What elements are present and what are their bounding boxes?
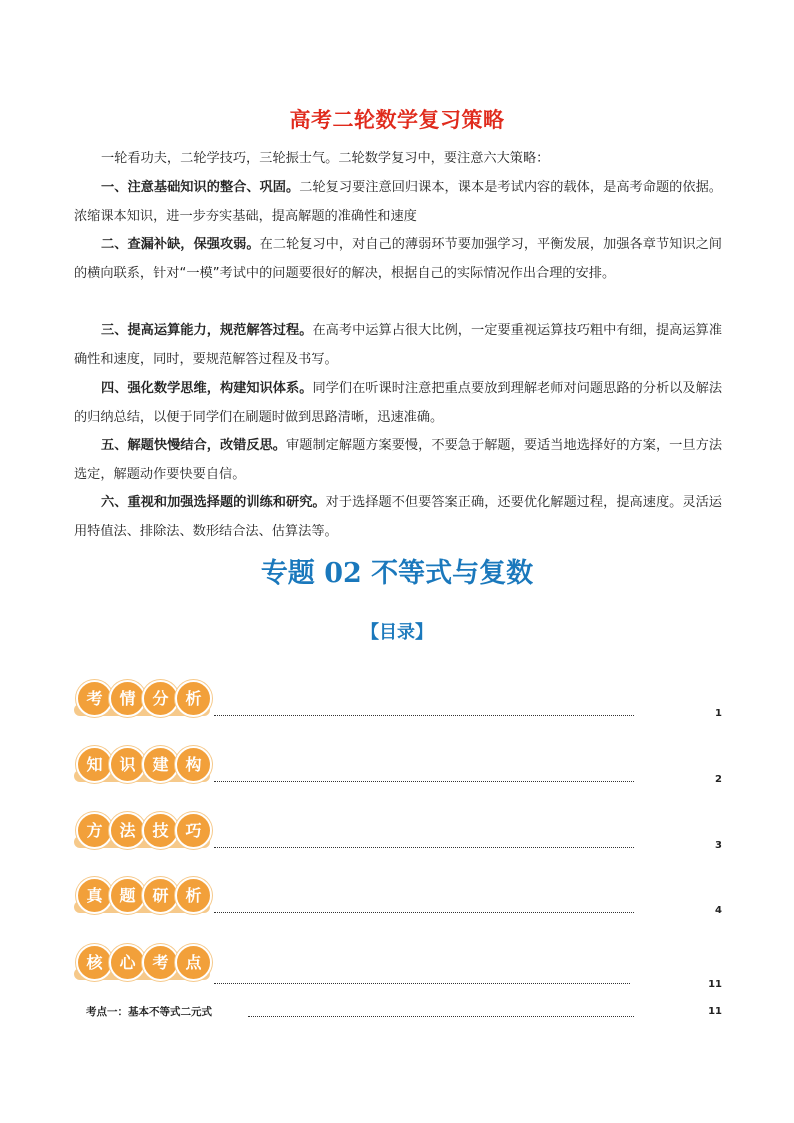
badge-char: 考 [142, 944, 179, 981]
badge-char: 知 [76, 746, 113, 783]
section-badge [72, 812, 212, 852]
dot-leader [214, 847, 634, 848]
strategy-text: 在高考中运算占很大比例，一定要重视运算技巧粗中有细，提高运算准确性和速度，同时，要规范解答过程及书写。 [74, 323, 723, 367]
intro-paragraph: 一轮看功夫，二轮学技巧，三轮振士气。二轮数学复习中，要注意六大策略： [101, 151, 550, 166]
badge-char: 法 [109, 812, 146, 849]
toc-heading: 【目录】 [361, 622, 433, 643]
strategy-paragraph [74, 489, 722, 546]
strategy-text: 二轮复习要注意回归课本，课本是考试内容的载体，是高考命题的依据。浓缩课本知识，进一步夯实基础，提高解题的准确性和速度 [74, 180, 722, 224]
badge-char: 考 [76, 680, 113, 717]
strategy-lead: 二、查漏补缺，保强攻弱。 [101, 237, 260, 252]
toc-entry[interactable] [72, 746, 722, 796]
dot-leader [214, 912, 634, 913]
toc-entry[interactable] [72, 680, 722, 730]
badge-char: 识 [109, 746, 146, 783]
toc-sub-entry[interactable] [72, 1004, 722, 1024]
page-number: 11 [708, 1006, 722, 1017]
toc-sub-label: 考点一：基本不等式二元式 [86, 1006, 212, 1018]
strategy-paragraph [74, 317, 722, 374]
section-badge [72, 944, 212, 984]
badge-char: 建 [142, 746, 179, 783]
page-number: 3 [715, 840, 722, 851]
section-badge [72, 680, 212, 720]
badge-char: 技 [142, 812, 179, 849]
strategy-text: 在二轮复习中，对自己的薄弱环节要加强学习，平衡发展，加强各章节知识之间的横向联系，针对“一模”考试中的问题要很好的解决，根据自己的实际情况作出合理的安排。 [74, 237, 722, 281]
strategy-paragraph [74, 432, 722, 489]
badge-char: 析 [175, 877, 212, 914]
page-number: 11 [708, 979, 722, 990]
badge-char: 情 [109, 680, 146, 717]
strategy-text: 审题制定解题方案要慢，不要急于解题，要适当地选择好的方案，一旦方法选定，解题动作要快要自信。 [74, 438, 723, 482]
page-title: 高考二轮数学复习策略 [289, 108, 505, 132]
page-number: 2 [715, 774, 722, 785]
topic-title: 专题 02 不等式与复数 [260, 558, 534, 589]
badge-char: 巧 [175, 812, 212, 849]
strategy-lead: 四、强化数学思维，构建知识体系。 [101, 381, 313, 396]
page-number: 4 [715, 905, 722, 916]
section-badge [72, 877, 212, 917]
strategy-text: 对于选择题不但要答案正确，还要优化解题过程，提高速度。灵活运用特值法、排除法、数形结合法、估算法等。 [74, 495, 722, 539]
strategy-text: 同学们在听课时注意把重点要放到理解老师对问题思路的分析以及解法的归纳总结，以便于同学们在刷题时做到思路清晰，迅速准确。 [74, 381, 723, 425]
badge-char: 点 [175, 944, 212, 981]
badge-char: 题 [109, 877, 146, 914]
strategy-paragraph [74, 375, 722, 432]
badge-char: 真 [76, 877, 113, 914]
badge-char: 构 [175, 746, 212, 783]
badge-char: 方 [76, 812, 113, 849]
page-number: 1 [715, 708, 722, 719]
toc-entry[interactable] [72, 877, 722, 927]
dot-leader [214, 983, 630, 984]
badge-char: 研 [142, 877, 179, 914]
strategy-lead: 三、提高运算能力，规范解答过程。 [101, 323, 313, 338]
strategy-paragraph [74, 231, 722, 288]
toc-entry[interactable] [72, 944, 722, 994]
toc-entry[interactable] [72, 812, 722, 862]
strategy-lead: 五、解题快慢结合，改错反思。 [101, 438, 287, 453]
badge-char: 核 [76, 944, 113, 981]
strategy-paragraph [74, 174, 722, 231]
strategy-lead: 一、注意基础知识的整合、巩固。 [101, 180, 300, 195]
strategy-lead: 六、重视和加强选择题的训练和研究。 [101, 495, 326, 510]
dot-leader [214, 781, 634, 782]
section-badge [72, 746, 212, 786]
badge-char: 析 [175, 680, 212, 717]
dot-leader [248, 1016, 634, 1017]
badge-char: 心 [109, 944, 146, 981]
dot-leader [214, 715, 634, 716]
badge-char: 分 [142, 680, 179, 717]
